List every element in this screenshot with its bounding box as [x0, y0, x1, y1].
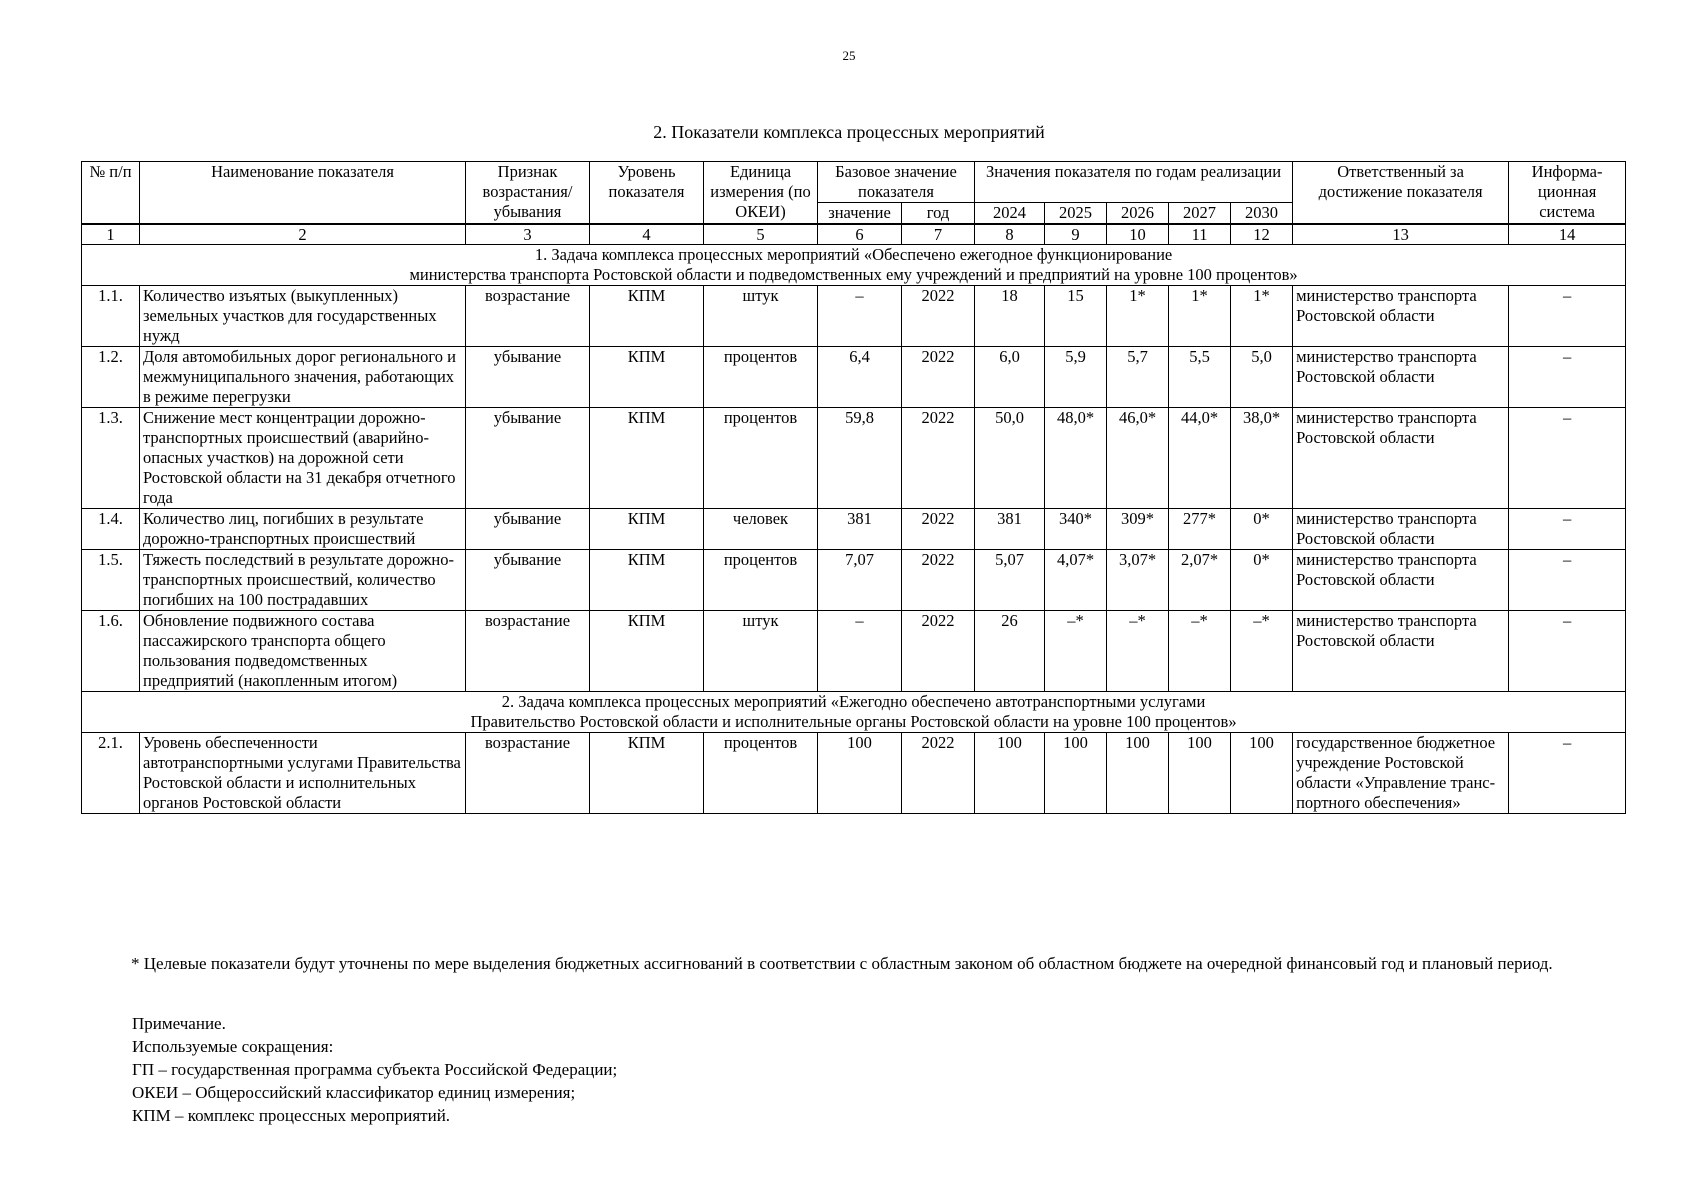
section-title: 2. Показатели комплекса процессных мероприятий [653, 122, 1045, 142]
row-value-2026: –* [1107, 611, 1169, 692]
note-title: Примечание. [132, 1014, 226, 1033]
row-value-2025: 5,9 [1045, 347, 1107, 408]
row-sign: возрастание [466, 733, 590, 814]
column-number: 7 [902, 224, 975, 245]
row-value-2025: 15 [1045, 286, 1107, 347]
row-level: КПМ [590, 611, 704, 692]
row-base-year: 2022 [902, 347, 975, 408]
row-base-value: 381 [818, 509, 902, 550]
row-unit: штук [704, 611, 818, 692]
row-no: 1.4. [82, 509, 140, 550]
row-value-2027: 1* [1169, 286, 1231, 347]
row-value-2030: 38,0* [1231, 408, 1293, 509]
row-responsible: министерство транспорта Ростовской области [1293, 611, 1509, 692]
row-responsible: министерство транспорта Ростовской области [1293, 347, 1509, 408]
row-info-system: – [1509, 286, 1626, 347]
task-row [82, 692, 1626, 733]
row-value-2027: 44,0* [1169, 408, 1231, 509]
row-sign: возрастание [466, 286, 590, 347]
column-number: 10 [1107, 224, 1169, 245]
row-unit: процентов [704, 733, 818, 814]
header-unit: Единица измерения (по ОКЕИ) [704, 162, 818, 225]
row-responsible: министерство транспорта Ростовской области [1293, 509, 1509, 550]
row-level: КПМ [590, 509, 704, 550]
task-1-line-2: министерства транспорта Ростовской области и подведомственных ему учреждений и предприятий на уровне 100 процентов» [409, 265, 1298, 284]
row-value-2027: 2,07* [1169, 550, 1231, 611]
row-base-year: 2022 [902, 550, 975, 611]
row-value-2030: 5,0 [1231, 347, 1293, 408]
row-no: 1.2. [82, 347, 140, 408]
note-subtitle: Используемые сокращения: [132, 1037, 334, 1056]
row-info-system: – [1509, 733, 1626, 814]
row-value-2024: 100 [975, 733, 1045, 814]
row-value-2030: 100 [1231, 733, 1293, 814]
table-row [82, 347, 1626, 408]
row-name: Количество лиц, погибших в результате дорожно-транспортных происшествий [140, 509, 466, 550]
row-value-2026: 5,7 [1107, 347, 1169, 408]
row-value-2025: –* [1045, 611, 1107, 692]
row-sign: убывание [466, 347, 590, 408]
row-value-2027: 100 [1169, 733, 1231, 814]
page-number: 25 [842, 48, 856, 63]
row-base-value: 100 [818, 733, 902, 814]
row-responsible: государственное бюджетное учреждение Ростовской области «Управление транс-портного обеспечения» [1293, 733, 1509, 814]
row-base-value: 7,07 [818, 550, 902, 611]
header-year-2024: 2024 [975, 203, 1045, 225]
table-row [82, 733, 1626, 814]
row-value-2026: 100 [1107, 733, 1169, 814]
column-numbers-row [82, 224, 1626, 245]
row-value-2024: 50,0 [975, 408, 1045, 509]
header-name: Наименование показателя [140, 162, 466, 225]
header-base-value: значение [818, 203, 902, 225]
row-level: КПМ [590, 408, 704, 509]
row-no: 1.5. [82, 550, 140, 611]
note-item: КПМ – комплекс процессных мероприятий. [132, 1106, 451, 1125]
column-number: 8 [975, 224, 1045, 245]
row-name: Уровень обеспеченности автотранспортными услугами Правительства Ростовской области и исполнительных органов Ростовской области [140, 733, 466, 814]
row-sign: убывание [466, 550, 590, 611]
task-row [82, 245, 1626, 286]
row-base-year: 2022 [902, 611, 975, 692]
row-responsible: министерство транспорта Ростовской области [1293, 408, 1509, 509]
row-value-2024: 26 [975, 611, 1045, 692]
row-info-system: – [1509, 550, 1626, 611]
task-2-line-1: 2. Задача комплекса процессных мероприятий «Ежегодно обеспечено автотранспортными услугами [501, 692, 1206, 711]
column-number: 13 [1293, 224, 1509, 245]
row-base-value: – [818, 611, 902, 692]
column-number: 2 [140, 224, 466, 245]
row-value-2030: 0* [1231, 509, 1293, 550]
task-2-cell [82, 692, 1626, 733]
row-name: Обновление подвижного состава пассажирского транспорта общего пользования подведомственных предприятий (накопленным итогом) [140, 611, 466, 692]
table-row [82, 286, 1626, 347]
header-base: Базовое значение показателя [818, 162, 975, 203]
row-sign: возрастание [466, 611, 590, 692]
row-info-system: – [1509, 611, 1626, 692]
row-sign: убывание [466, 408, 590, 509]
row-value-2030: 0* [1231, 550, 1293, 611]
row-responsible: министерство транспорта Ростовской области [1293, 286, 1509, 347]
task-2-line-2: Правительство Ростовской области и исполнительные органы Ростовской области на уровне 100 процентов» [470, 712, 1237, 731]
header-responsible: Ответственный за достижение показателя [1293, 162, 1509, 225]
row-value-2025: 4,07* [1045, 550, 1107, 611]
column-number: 4 [590, 224, 704, 245]
row-value-2025: 48,0* [1045, 408, 1107, 509]
task-1-line-1: 1. Задача комплекса процессных мероприятий «Обеспечено ежегодное функционирование [534, 245, 1173, 264]
row-value-2027: 277* [1169, 509, 1231, 550]
column-number: 9 [1045, 224, 1107, 245]
table-row [82, 611, 1626, 692]
row-base-value: 59,8 [818, 408, 902, 509]
header-info-system: Информа-ционная система [1509, 162, 1626, 225]
header-values-by-year: Значения показателя по годам реализации [975, 162, 1293, 203]
row-level: КПМ [590, 347, 704, 408]
row-no: 2.1. [82, 733, 140, 814]
header-year-2027: 2027 [1169, 203, 1231, 225]
column-number: 1 [82, 224, 140, 245]
row-info-system: – [1509, 408, 1626, 509]
row-info-system: – [1509, 509, 1626, 550]
row-value-2027: –* [1169, 611, 1231, 692]
row-level: КПМ [590, 286, 704, 347]
row-info-system: – [1509, 347, 1626, 408]
row-value-2024: 381 [975, 509, 1045, 550]
row-name: Снижение мест концентрации дорожно-транспортных происшествий (аварийно-опасных участков) на дорожной сети Ростовской области на 31 декабря отчетного года [140, 408, 466, 509]
column-number: 11 [1169, 224, 1231, 245]
table-row [82, 408, 1626, 509]
note-block [132, 1012, 1032, 1127]
row-value-2025: 100 [1045, 733, 1107, 814]
row-sign: убывание [466, 509, 590, 550]
row-unit: штук [704, 286, 818, 347]
row-name: Доля автомобильных дорог регионального и межмуниципального значения, работающих в режиме перегрузки [140, 347, 466, 408]
row-name: Количество изъятых (выкупленных) земельных участков для государственных нужд [140, 286, 466, 347]
row-unit: процентов [704, 408, 818, 509]
row-value-2025: 340* [1045, 509, 1107, 550]
row-unit: процентов [704, 550, 818, 611]
row-value-2026: 46,0* [1107, 408, 1169, 509]
column-number: 5 [704, 224, 818, 245]
row-value-2026: 3,07* [1107, 550, 1169, 611]
column-number: 14 [1509, 224, 1626, 245]
row-no: 1.3. [82, 408, 140, 509]
row-unit: человек [704, 509, 818, 550]
header-level: Уровень показателя [590, 162, 704, 225]
header-year-2025: 2025 [1045, 203, 1107, 225]
row-value-2027: 5,5 [1169, 347, 1231, 408]
row-name: Тяжесть последствий в результате дорожно-транспортных происшествий, количество погибших на 100 пострадавших [140, 550, 466, 611]
column-number: 12 [1231, 224, 1293, 245]
row-no: 1.1. [82, 286, 140, 347]
row-value-2024: 18 [975, 286, 1045, 347]
row-value-2026: 309* [1107, 509, 1169, 550]
note-item: ОКЕИ – Общероссийский классификатор единиц измерения; [132, 1083, 576, 1102]
table-row [82, 509, 1626, 550]
column-number: 3 [466, 224, 590, 245]
row-base-value: – [818, 286, 902, 347]
row-value-2024: 5,07 [975, 550, 1045, 611]
row-level: КПМ [590, 550, 704, 611]
footnote: * Целевые показатели будут уточнены по мере выделения бюджетных ассигнований в соответствии с областным законом об областном бюджете на очередной финансовый год и плановый период. [131, 954, 1553, 973]
header-sign: Признак возрастания/ убывания [466, 162, 590, 225]
indicators-table [81, 161, 1626, 814]
header-no: № п/п [82, 162, 140, 225]
table-row [82, 550, 1626, 611]
row-value-2026: 1* [1107, 286, 1169, 347]
header-year-2026: 2026 [1107, 203, 1169, 225]
task-1-cell [82, 245, 1626, 286]
header-year-2030: 2030 [1231, 203, 1293, 225]
row-base-year: 2022 [902, 408, 975, 509]
row-unit: процентов [704, 347, 818, 408]
row-level: КПМ [590, 733, 704, 814]
row-base-year: 2022 [902, 286, 975, 347]
row-base-year: 2022 [902, 509, 975, 550]
column-number: 6 [818, 224, 902, 245]
row-no: 1.6. [82, 611, 140, 692]
row-base-year: 2022 [902, 733, 975, 814]
row-value-2024: 6,0 [975, 347, 1045, 408]
row-value-2030: 1* [1231, 286, 1293, 347]
row-base-value: 6,4 [818, 347, 902, 408]
header-base-year: год [902, 203, 975, 225]
row-value-2030: –* [1231, 611, 1293, 692]
note-item: ГП – государственная программа субъекта Российской Федерации; [132, 1060, 618, 1079]
row-responsible: министерство транспорта Ростовской области [1293, 550, 1509, 611]
